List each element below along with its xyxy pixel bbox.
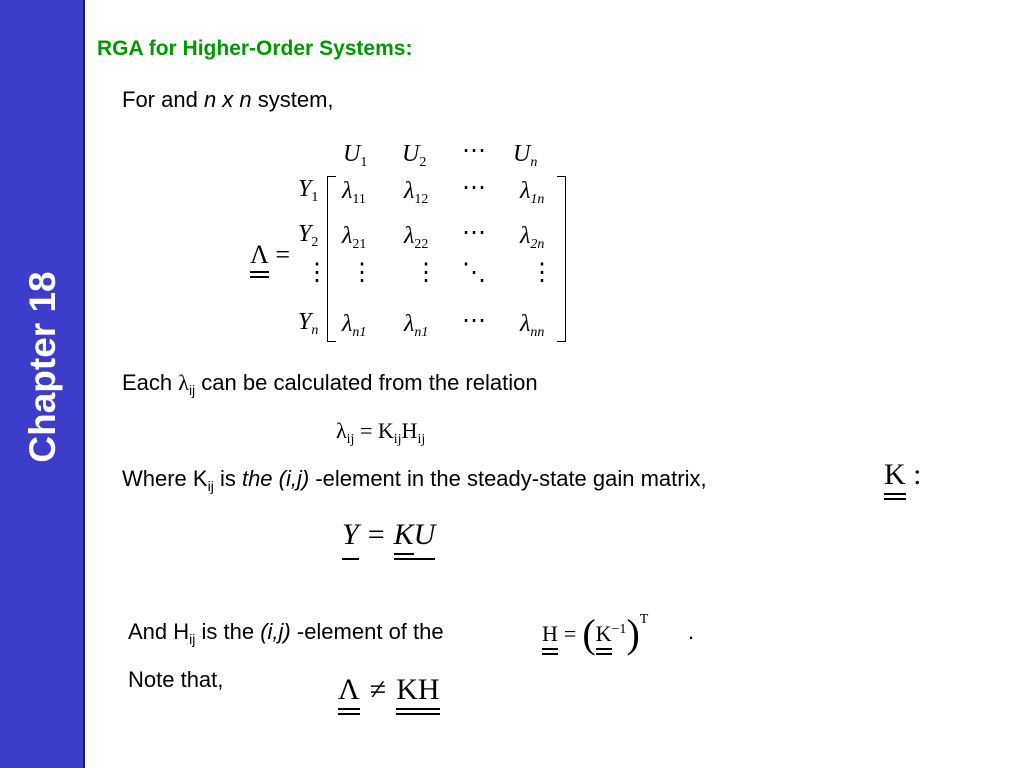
chapter-label: Chapter 18 [22,271,63,463]
row-label-dots: ⋮ [305,260,329,286]
col-header-2: $U_2$ [402,141,427,170]
cell-2-n: $\lambda_{2n}$ [520,223,545,252]
intro-suffix: system, [251,87,334,112]
h-equation: $H = (K^{-1})^T$ [542,611,649,656]
cell-2-2: $\lambda_{22}$ [404,223,429,252]
cell-2-dots: ⋯ [462,220,486,246]
cell-3-1: ⋮ [350,260,374,286]
cell-3-ddots: ⋱ [462,260,486,286]
col-header-n: $U_n$ [513,141,538,170]
intro-italic: n x n [203,87,252,112]
gain-matrix-symbol: K : [884,458,922,491]
cell-n-n: $\lambda_{nn}$ [520,311,545,340]
each-line: Each $\lambda_{ij}$ can be calculated from the relation [122,370,538,398]
and-line: And $H_{ij}$ is the (i,j) -element of the [128,619,444,647]
cell-3-n: ⋮ [530,260,554,286]
cell-n-1: $\lambda_{n1}$ [342,311,367,340]
cell-1-dots: ⋯ [462,175,486,201]
lambda-matrix-symbol: Λ = [250,240,291,269]
inequality-equation: Λ ≠ KH [338,673,440,706]
cell-n-2: $\lambda_{n1}$ [404,311,429,340]
col-header-1: $U_1$ [343,141,368,170]
slide-title: RGA for Higher-Order Systems: [97,37,413,60]
where-line: Where $K_{ij}$ is the (i,j) -element in the steady-state gain matrix, [122,466,707,494]
h-equation-period: . [688,619,695,644]
gain-equation: Y = KU [342,518,436,551]
cell-1-n: $\lambda_{1n}$ [520,178,545,207]
relation-equation: $\lambda_{ij} = K_{ij}H_{ij}$ [336,418,426,447]
col-header-dots: ⋯ [462,138,486,164]
cell-2-1: $\lambda_{21}$ [342,223,367,252]
intro-prefix: For and [122,87,204,112]
cell-n-dots: ⋯ [462,308,486,334]
matrix-left-bracket [327,176,336,342]
sidebar [0,0,85,768]
intro-line [122,87,334,113]
cell-1-1: $\lambda_{11}$ [342,178,366,207]
row-label-1: $Y_1$ [298,176,319,205]
cell-1-2: $\lambda_{12}$ [404,178,429,207]
matrix-right-bracket [557,176,566,342]
cell-3-2: ⋮ [414,260,438,286]
row-label-2: $Y_2$ [298,221,319,250]
note-line: Note that, [128,667,224,692]
row-label-n: $Y_n$ [298,309,319,338]
